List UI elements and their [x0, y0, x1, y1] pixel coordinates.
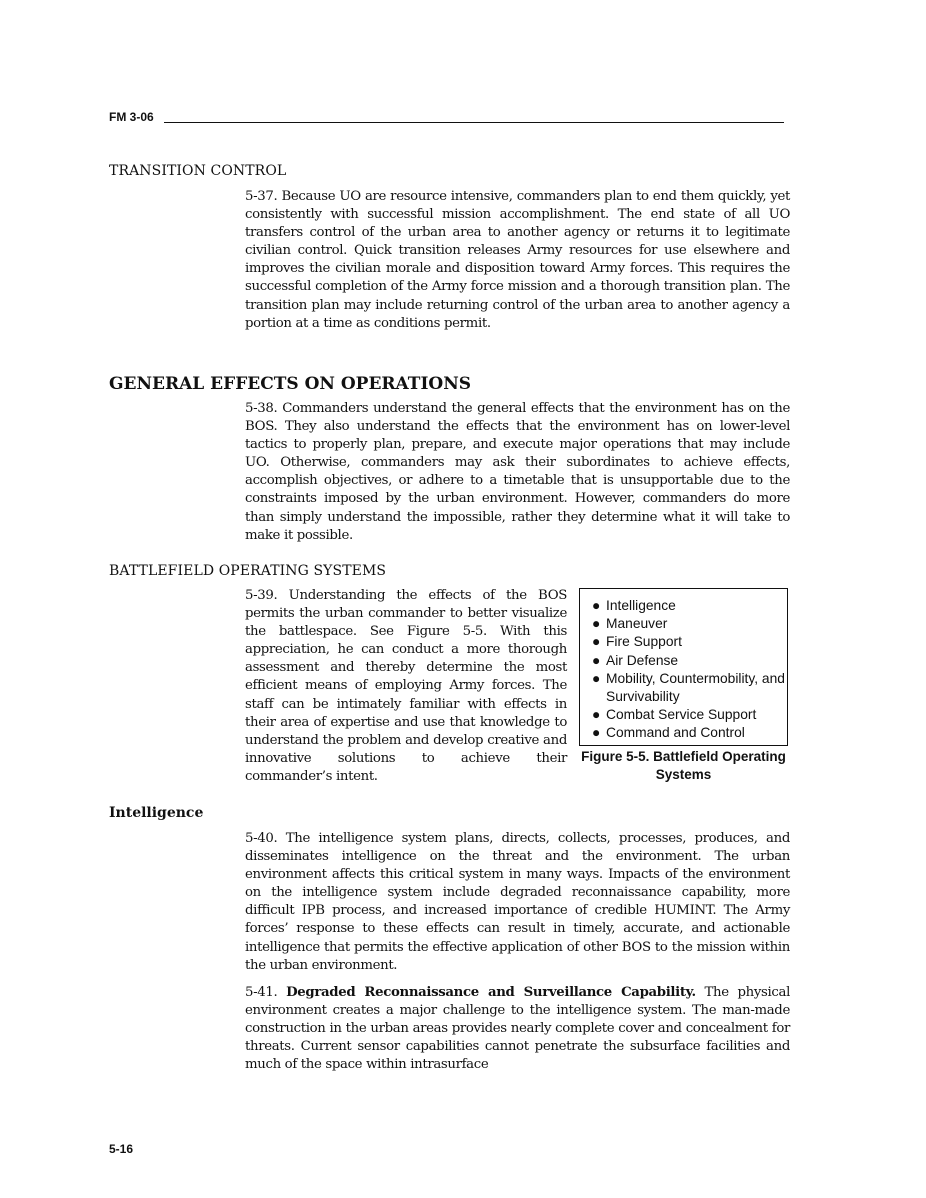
heading-transition-control: TRANSITION CONTROL: [109, 163, 287, 179]
list-item-label: Intelligence: [606, 598, 676, 613]
figure-5-5-box: [579, 588, 788, 746]
paragraph-5-41: [245, 984, 790, 1074]
bullet-icon: ●: [592, 707, 601, 723]
paragraph-number: 5-41.: [245, 985, 287, 1000]
figure-caption: Figure 5-5. Battlefield Operating Systems: [581, 749, 786, 782]
header-rule: [164, 122, 784, 123]
bullet-icon: ●: [592, 670, 601, 686]
paragraph-5-38: 5-38. Commanders understand the general effects that the environment has on the BOS. They also understand the effects that the environment has on lower-level tactics to properly plan, prepare, and execute major operations that may include UO. Otherwise, commanders may ask their subordinates to achieve effects, accomplish objectives, or adhere to a timetable that is unsupportable due to the constraints imposed by the urban environment. However, commanders do more than simply understand the impossible, rather they determine what it will take to make it possible.: [245, 401, 790, 543]
page-number: 5-16: [109, 1142, 134, 1156]
bos-list: [580, 589, 787, 743]
list-item: [588, 652, 787, 670]
list-item: [588, 597, 787, 615]
bullet-icon: ●: [592, 652, 601, 668]
list-item-label: Fire Support: [606, 634, 682, 650]
list-item-label: Air Defense: [606, 652, 679, 668]
bullet-icon: ●: [592, 725, 601, 741]
bullet-icon: ●: [592, 634, 601, 650]
paragraph-5-37: 5-37. Because UO are resource intensive, commanders plan to end them quickly, yet consistently with successful mission accomplishment. The end state of all UO transfers control of the urban area to another agency or returns it to legitimate civilian control. Quick transition releases Army resources for use elsewhere and improves the civilian morale and disposition toward Army forces. This requires the successful completion of the Army force mission and a thorough transition plan. The transition plan may include returning control of the urban area to another agency a portion at a time as conditions permit.: [245, 189, 790, 331]
paragraph-lead-in: Degraded Reconnaissance and Surveillance Capability.: [286, 985, 696, 1000]
running-header-label: FM 3-06: [109, 110, 154, 124]
paragraph-body: The physical environment creates a major challenge to the intelligence system. The man-made construction in the urban areas provides nearly complete cover and concealment for threats. Current sensor capabilities cannot penetrate the subsurface facilities and much of the space within intrasurface: [245, 985, 790, 1073]
bullet-icon: ●: [592, 616, 601, 632]
list-item: [588, 670, 787, 706]
heading-general-effects: GENERAL EFFECTS ON OPERATIONS: [109, 374, 472, 394]
list-item-label: Maneuver: [606, 616, 668, 632]
paragraph-5-40: 5-40. The intelligence system plans, directs, collects, processes, produces, and disseminates intelligence on the threat and the environment. The urban environment affects this critical system in many ways. Impacts of the environment on the intelligence system include degraded reconnaissance capability, more difficult IPB process, and increased importance of credible HUMINT. The Army forces’ response to these effects can result in timely, accurate, and actionable intelligence that permits the effective application of other BOS to the mission within the urban environment.: [245, 831, 790, 973]
heading-intelligence: Intelligence: [109, 805, 204, 821]
list-item: [588, 633, 787, 651]
list-item-label: Mobility, Countermobility, and Survivability: [606, 670, 785, 705]
paragraph-5-39: 5-39. Understanding the effects of the BOS permits the urban commander to better visualize the battlespace. See Figure 5-5. With this appreciation, he can conduct a more thorough assessment and thereby determine the most efficient means of employing Army forces. The staff can be intimately familiar with effects in their area of expertise and use that knowledge to understand the problem and develop creative and innovative solutions to achieve their commander’s intent.: [245, 588, 567, 784]
list-item-label: Command and Control: [606, 725, 745, 741]
list-item: [588, 615, 787, 633]
list-item-label: Combat Service Support: [606, 707, 757, 723]
heading-battlefield-operating-systems: BATTLEFIELD OPERATING SYSTEMS: [109, 563, 387, 579]
running-header: [109, 110, 784, 126]
list-item: [588, 706, 787, 724]
list-item: [588, 724, 787, 742]
bullet-icon: ●: [592, 598, 601, 613]
